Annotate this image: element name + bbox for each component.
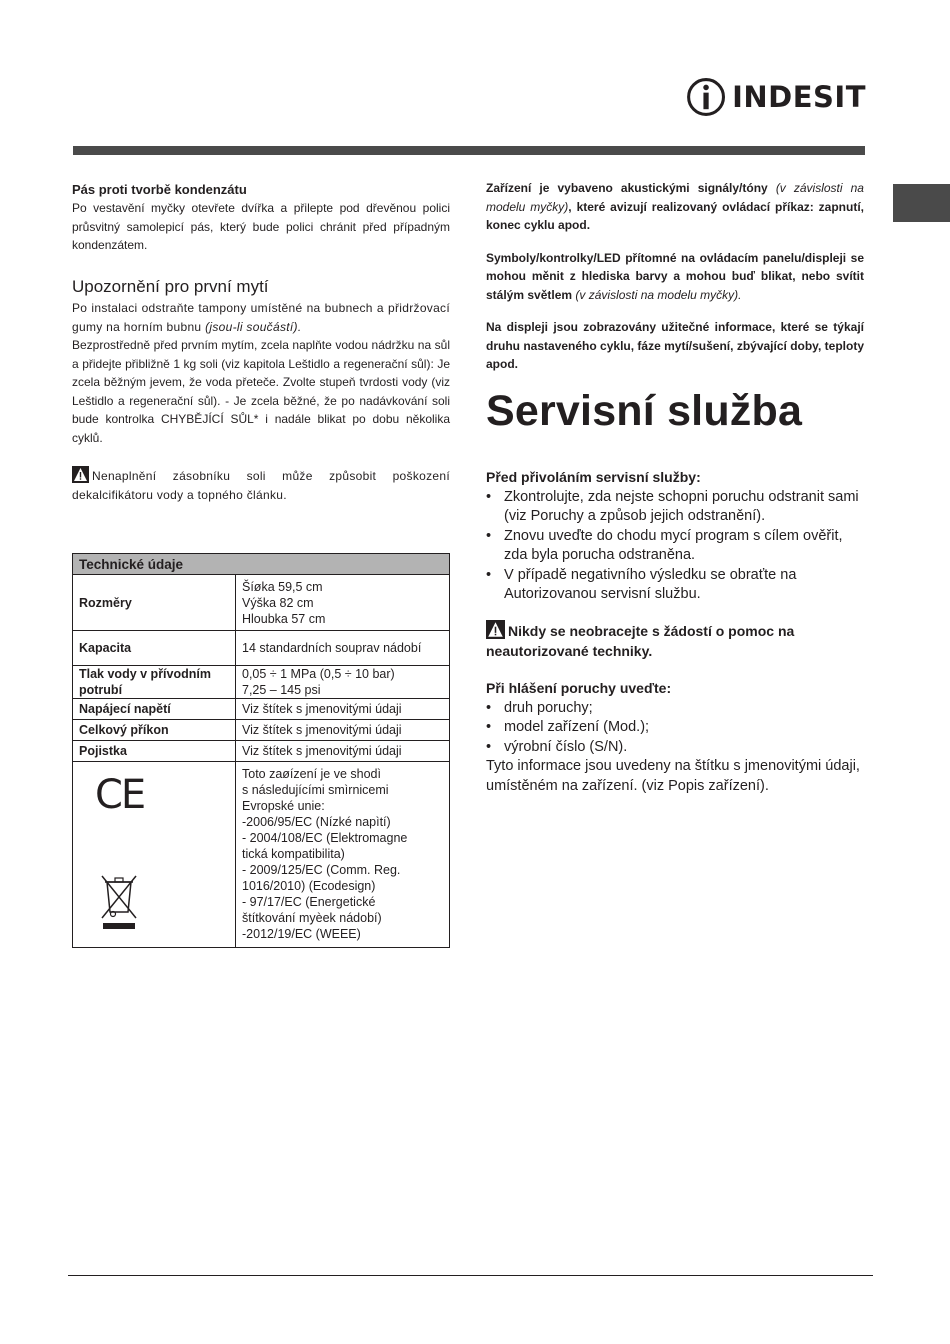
signals-info xyxy=(486,179,864,374)
list-item: • Zkontrolujte, zda nejste schopni poruchu odstranit sami (viz Poruchy a způsob jejich odstranění). xyxy=(486,488,864,527)
compliance-marks xyxy=(73,762,236,948)
condensation-section xyxy=(72,182,450,255)
report-section xyxy=(486,679,864,796)
warning-icon xyxy=(72,466,89,483)
first-wash-section xyxy=(72,277,450,447)
tech-label: Napájecí napětí xyxy=(79,702,171,716)
language-side-tab xyxy=(893,184,950,222)
technician-warning-text: Nikdy se neobracejte s žádostí o pomoc na neautorizované techniky. xyxy=(486,623,795,659)
tech-value: Šíøka 59,5 cm Výška 82 cm Hloubka 57 cm xyxy=(236,575,450,631)
before-call-section xyxy=(486,468,864,605)
tech-table-header: Technické údaje xyxy=(79,556,184,572)
symbols-text: Symboly/kontrolky/LED přítomné na ovládacím panelu/displeji se mohou měnit z hlediska barvy a mohou buď blikat, nebo svítit stálým světlem xyxy=(486,250,864,302)
compliance-text: Toto zaøízení je ve shodì s následujícími smìrnicemi Evropské unie: -2006/95/EC (Nízké napìtí) - 2004/108/EC (Elektromagne tická kompatibilita) - 2009/125/EC (Comm. Reg. 1016/2010) (Ecodesign) - 97/17/EC (Energetické štítkování myèek nádobí) -2012/19/EC (WEEE) xyxy=(236,762,450,948)
table-row xyxy=(73,699,450,720)
display-paragraph: Na displeji jsou zobrazovány užitečné informace, které se týkají druhu nastaveného cyklu, fáze mytí/sušení, zbývající doby, teploty apod. xyxy=(486,320,864,371)
ce-mark: CE xyxy=(95,772,145,818)
brand-logo xyxy=(686,72,866,122)
condensation-text: Po vestavění myčky otevřete dvířka a přilepte pod dřevěnou polici průsvitný samolepicí pás, který bude polici chránit před případným kondenzátem. xyxy=(72,201,450,252)
first-wash-text-1-note: (jsou-li součástí). xyxy=(205,319,302,334)
signals-paragraph xyxy=(486,179,864,235)
first-wash-text-1-main: Po instalaci odstraňte tampony umístěné na bubnech a přidržovací gumy na horním bubnu xyxy=(72,301,450,334)
symbols-paragraph xyxy=(486,249,864,305)
report-list xyxy=(486,699,864,758)
brand-logo-text: INDESIT xyxy=(732,80,866,114)
salt-warning-text: Nenaplnění zásobníku soli může způsobit poškození dekalcifikátoru vody a topného článku. xyxy=(72,469,450,502)
first-wash-text-2: Bezprostředně před prvním mytím, zcela naplňte vodou nádržku na sůl a přidejte přibližně 1 kg soli (viz kapitola Leštidlo a regenerační sůl): Je zcela běžným jevem, že voda přeteče. Zvolte stupeň tvrdosti vody (viz Leštidlo a regenerační sůl). - Je zcela běžné, že po nadávkování soli bude kontrolka CHYBĚJÍCÍ SŮL* i nadále blikat po dobu několika cyklů. xyxy=(72,338,450,445)
technician-warning xyxy=(486,620,864,661)
table-row xyxy=(73,631,450,666)
tech-label: Celkový příkon xyxy=(79,723,169,737)
table-row xyxy=(73,666,450,699)
table-row xyxy=(73,720,450,741)
indesit-logo-icon xyxy=(686,74,726,120)
tech-specs-table xyxy=(72,553,450,948)
warning-icon xyxy=(486,620,505,639)
tech-value: 14 standardních souprav nádobí xyxy=(236,631,450,666)
signals-note: (v závislosti na modelu myčky) xyxy=(486,181,864,214)
table-row xyxy=(73,741,450,762)
footer-rule xyxy=(68,1275,873,1276)
tech-value: Viz štítek s jmenovitými údaji xyxy=(236,741,450,762)
symbols-note: (v závislosti na modelu myčky). xyxy=(575,287,742,302)
first-wash-text-1 xyxy=(72,299,450,336)
tech-label: Pojistka xyxy=(79,744,127,758)
table-row xyxy=(73,762,450,948)
list-item: • Znovu uveďte do chodu mycí program s cílem ověřit, zda byla porucha odstraněna. xyxy=(486,527,864,566)
list-item: • výrobní číslo (S/N). xyxy=(486,738,864,758)
signals-text: Zařízení je vybaveno akustickými signály/tóny xyxy=(486,181,768,195)
tech-value: Viz štítek s jmenovitými údaji xyxy=(236,699,450,720)
page-title: Servisní služba xyxy=(486,387,803,435)
report-heading: Při hlášení poruchy uveďte: xyxy=(486,680,672,696)
signals-text-cont: , které avizují realizovaný ovládací příkaz: zapnutí, konec cyklu apod. xyxy=(486,199,865,232)
before-call-list xyxy=(486,488,864,605)
first-wash-title: Upozornění pro první mytí xyxy=(72,277,269,296)
tech-value: Viz štítek s jmenovitými údaji xyxy=(236,720,450,741)
condensation-title: Pás proti tvorbě kondenzátu xyxy=(72,182,247,197)
tech-label: Kapacita xyxy=(79,641,132,655)
before-call-heading: Před přivoláním servisní služby: xyxy=(486,469,701,485)
table-row xyxy=(73,575,450,631)
salt-warning xyxy=(72,466,450,504)
list-item: • druh poruchy; xyxy=(486,699,864,719)
list-item: • V případě negativního výsledku se obraťte na Autorizovanou servisní službu. xyxy=(486,566,864,605)
list-item: • model zařízení (Mod.); xyxy=(486,718,864,738)
weee-bin-icon xyxy=(99,872,139,932)
tech-value: 0,05 ÷ 1 MPa (0,5 ÷ 10 bar) 7,25 – 145 psi xyxy=(236,666,450,699)
tech-label: Tlak vody v přívodním potrubí xyxy=(79,667,211,697)
header-bar xyxy=(73,146,865,155)
tech-label: Rozměry xyxy=(79,595,132,610)
report-footer: Tyto informace jsou uvedeny na štítku s jmenovitými údaji, umístěném na zařízení. (viz Popis zařízení). xyxy=(486,758,860,794)
